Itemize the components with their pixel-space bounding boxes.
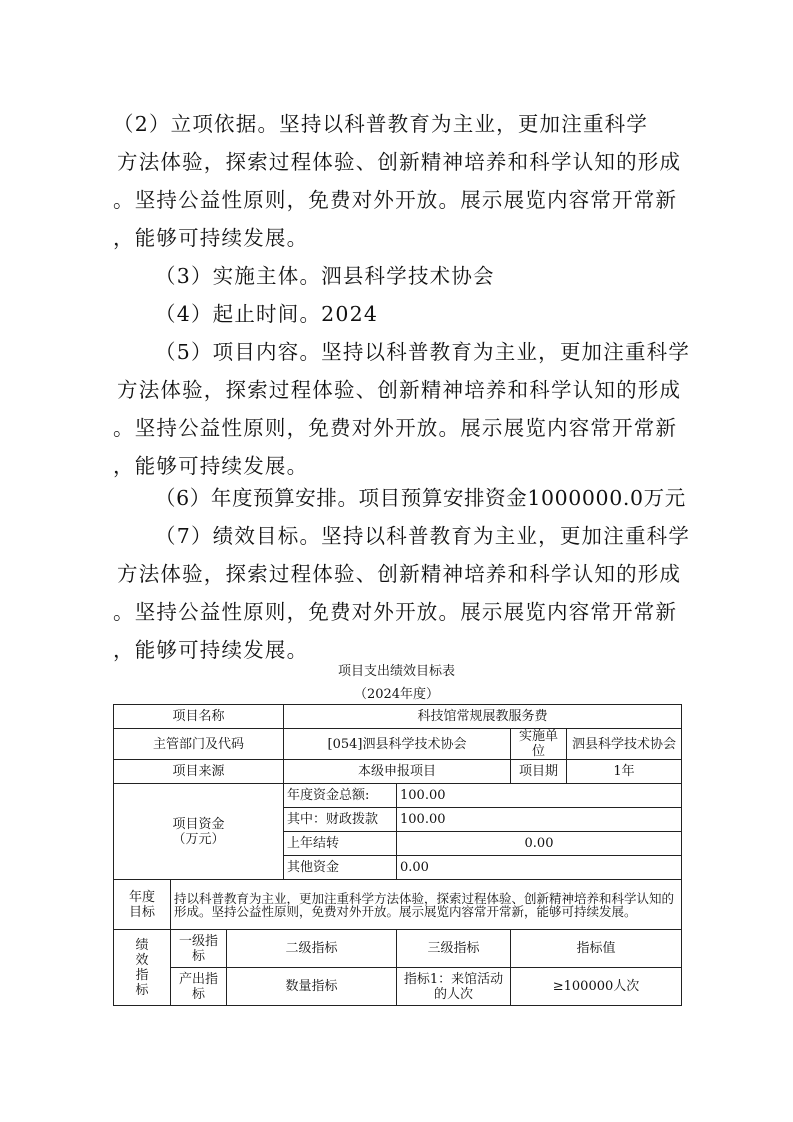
level3-header: 三级指标 [397,930,511,968]
text-line: 。坚持公益性原则，免费对外开放。展示展览内容常开常新 [113,188,678,212]
text-line: ，能够可持续发展。 [113,226,309,250]
indicators-label [114,930,171,1006]
project-name-label: 项目名称 [114,705,284,729]
table-row [114,760,682,784]
goal-label-line: 目标 [128,904,155,920]
text-line: 方法体验，探索过程体验、创新精神培养和科学认知的形成 [117,150,682,174]
table-row [114,968,682,1006]
dept-label: 主管部门及代码 [114,729,284,760]
goal-text: 持以科普教育为主业，更加注重科学方法体验，探索过程体验、创新精神培养和科学认知的形成。坚持公益性原则，免费对外开放。展示展览内容常开常新，能够可持续发展。 [171,880,682,930]
text-line: （5）项目内容。坚持以科普教育为主业，更加注重科学 [155,340,691,364]
dept-value: [054]泗县科学技术协会 [284,729,511,760]
paragraph-budget: （6）年度预算安排。项目预算安排资金1000000.0万元 [155,486,686,510]
goal-label [114,880,171,930]
table-title: 项目支出绩效目标表 [337,664,455,679]
source-label: 项目来源 [114,760,284,784]
performance-target-table [113,704,682,1006]
text-line: ，能够可持续发展。 [113,638,309,662]
project-name-value: 科技馆常规展教服务费 [284,705,682,729]
indicators-char: 标 [135,982,149,998]
funds-label [114,784,284,880]
level2-header: 二级指标 [227,930,397,968]
period-label: 项目期 [511,760,567,784]
fiscal-label: 其中：财政拨款 [284,808,397,832]
value-header: 指标值 [511,930,682,968]
other-value: 0.00 [397,856,682,880]
period-value: 1年 [567,760,682,784]
carryover-value: 0.00 [397,832,682,856]
impl-label: 实施单位 [511,729,567,760]
text-line: 方法体验，探索过程体验、创新精神培养和科学认知的形成 [117,562,682,586]
text-line: （2）立项依据。坚持以科普教育为主业，更加注重科学 [113,112,649,136]
paragraph-implementer: （3）实施主体。泗县科学技术协会 [155,264,495,288]
text-line: 。坚持公益性原则，免费对外开放。展示展览内容常开常新 [113,600,678,624]
other-label: 其他资金 [284,856,397,880]
table-row [114,705,682,729]
level1-header: 一级指标 [171,930,227,968]
text-line: ，能够可持续发展。 [113,454,309,478]
source-value: 本级申报项目 [284,760,511,784]
paragraph-period: （4）起止时间。2024 [155,302,379,326]
goal-label-line: 年度 [128,889,155,905]
fiscal-value: 100.00 [397,808,682,832]
funds-label-unit: （万元） [172,831,225,847]
annual-total-value: 100.00 [397,784,682,808]
table-row [114,880,682,930]
indicators-char: 指 [135,967,149,983]
annual-total-label: 年度资金总额: [284,784,397,808]
indicators-char: 绩 [135,937,149,953]
indicators-char: 效 [135,952,149,968]
table-row [114,729,682,760]
funds-label-line: 项目资金 [172,816,225,832]
text-line: 。坚持公益性原则，免费对外开放。展示展览内容常开常新 [113,416,678,440]
table-subtitle: （2024年度） [353,687,440,702]
row1-value: ≥100000人次 [511,968,682,1006]
text-line: （7）绩效目标。坚持以科普教育为主业，更加注重科学 [155,524,691,548]
table-row [114,784,682,808]
row1-level3: 指标1：来馆活动的人次 [397,968,511,1006]
text-line: 方法体验，探索过程体验、创新精神培养和科学认知的形成 [117,378,682,402]
carryover-label: 上年结转 [284,832,397,856]
impl-value: 泗县科学技术协会 [567,729,682,760]
row1-level1: 产出指标 [171,968,227,1006]
row1-level2: 数量指标 [227,968,397,1006]
table-row [114,930,682,968]
